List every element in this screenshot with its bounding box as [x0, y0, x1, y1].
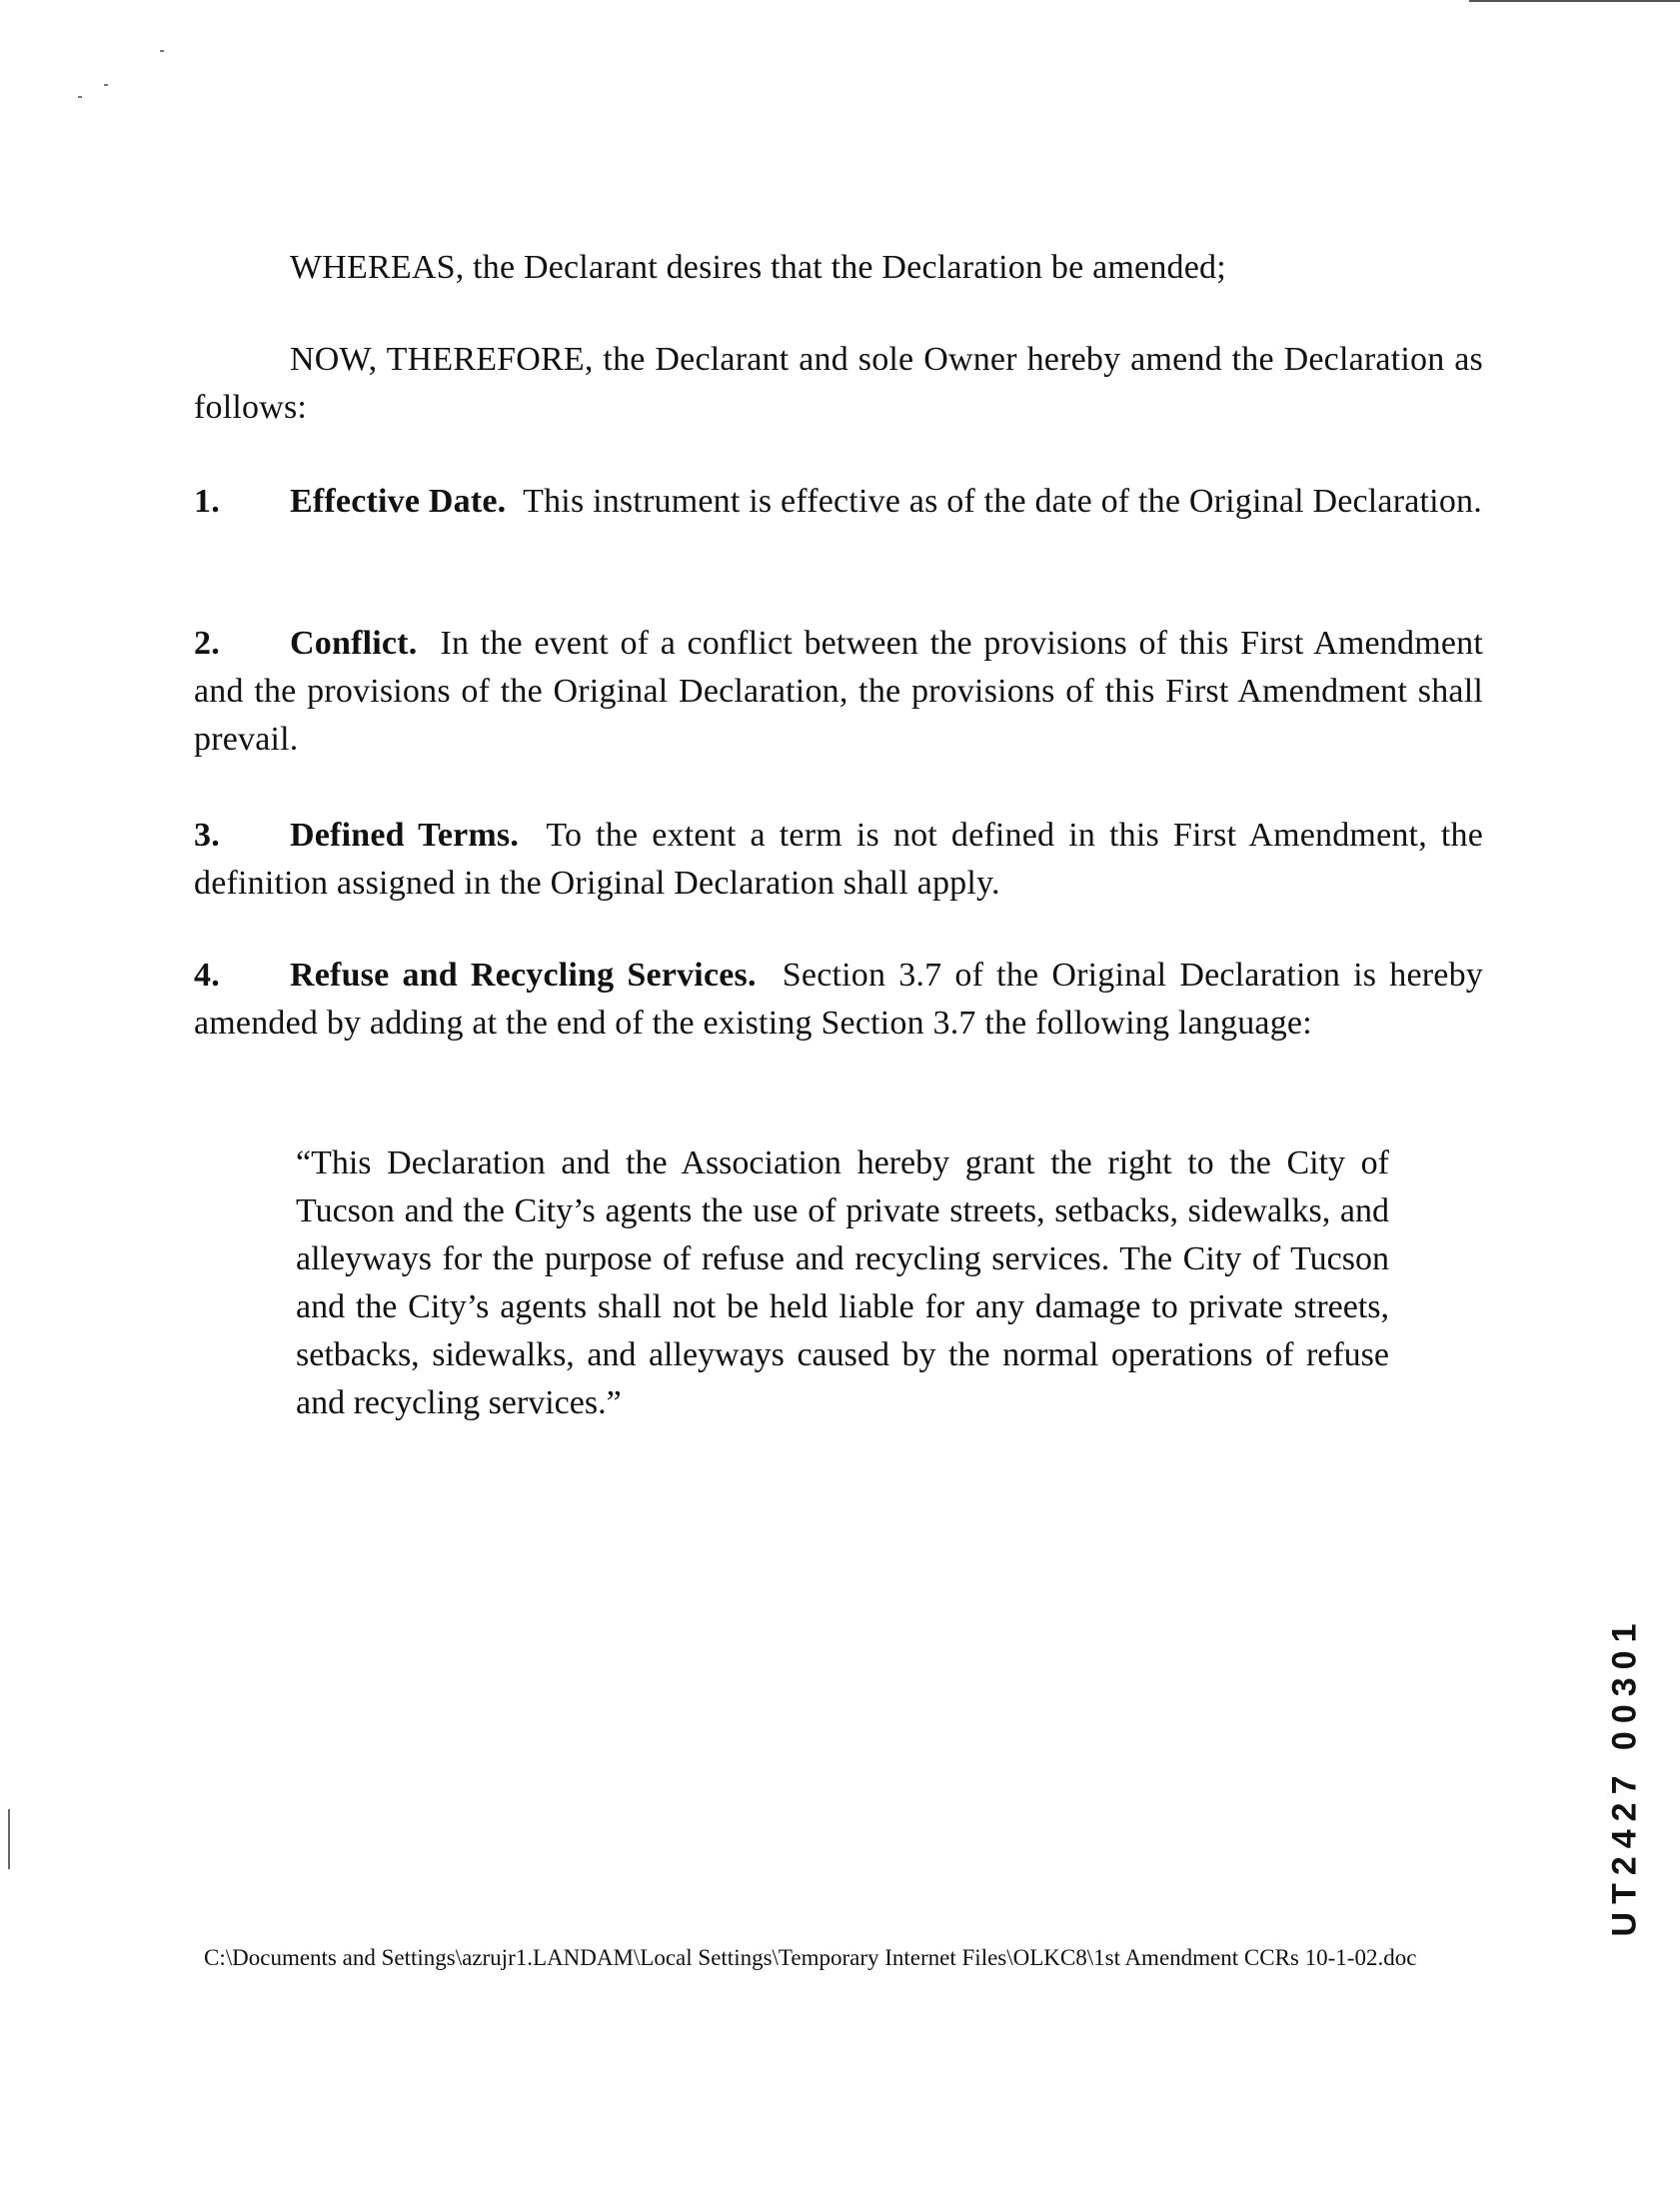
recording-stamp	[1599, 1595, 1651, 1957]
section-heading: Conflict.	[290, 625, 418, 662]
footer-file-path: C:\Documents and Settings\azrujr1.LANDAM\Local Settings\Temporary Internet Files\OLKC8\1st Amendment CCRs 10-1-02.doc	[204, 1945, 1417, 1970]
section-1	[194, 478, 1483, 526]
section-text: In the event of a conflict between the provisions of this First Amendment and the provisions of the Original Declaration, the provisions of this First Amendment shall prevail.	[194, 625, 1483, 758]
section-number: 1.	[194, 483, 220, 520]
amendment-quote: “This Declaration and the Association hereby grant the right to the City of Tucson and the City’s agents the use of private streets, setbacks, sidewalks, and alleyways for the purpose of refuse and recycling services. The City of Tucson and the City’s agents shall not be held liable for any damage to private streets, setbacks, sidewalks, and alleyways caused by the normal operations of refuse and recycling services.”	[296, 1144, 1389, 1421]
section-heading: Defined Terms.	[290, 817, 520, 854]
section-4	[194, 952, 1483, 1048]
scan-speck	[78, 96, 82, 98]
section-text: To the extent a term is not defined in this First Amendment, the definition assigned in the Original Declaration shall apply.	[194, 817, 1484, 902]
section-number: 4.	[194, 957, 220, 994]
section-text: Section 3.7 of the Original Declaration is hereby amended by adding at the end of the existing Section 3.7 the following language:	[194, 957, 1483, 1042]
scan-speck	[160, 50, 164, 52]
recording-stamp-text: UT2427 00301	[1605, 1615, 1644, 1937]
section-heading: Refuse and Recycling Services.	[290, 957, 757, 994]
section-heading: Effective Date.	[290, 483, 507, 520]
section-number: 3.	[194, 817, 220, 854]
now-therefore-paragraph: NOW, THEREFORE, the Declarant and sole Owner hereby amend the Declaration as follows:	[194, 341, 1483, 426]
scan-speck	[104, 84, 108, 86]
section-number: 2.	[194, 625, 220, 662]
section-text: This instrument is effective as of the date of the Original Declaration.	[523, 483, 1482, 520]
scan-margin-mark	[8, 1809, 10, 1869]
section-2	[194, 620, 1483, 764]
section-3	[194, 812, 1483, 908]
whereas-paragraph: WHEREAS, the Declarant desires that the Declaration be amended;	[290, 249, 1226, 286]
scan-edge-line	[1469, 0, 1680, 2]
